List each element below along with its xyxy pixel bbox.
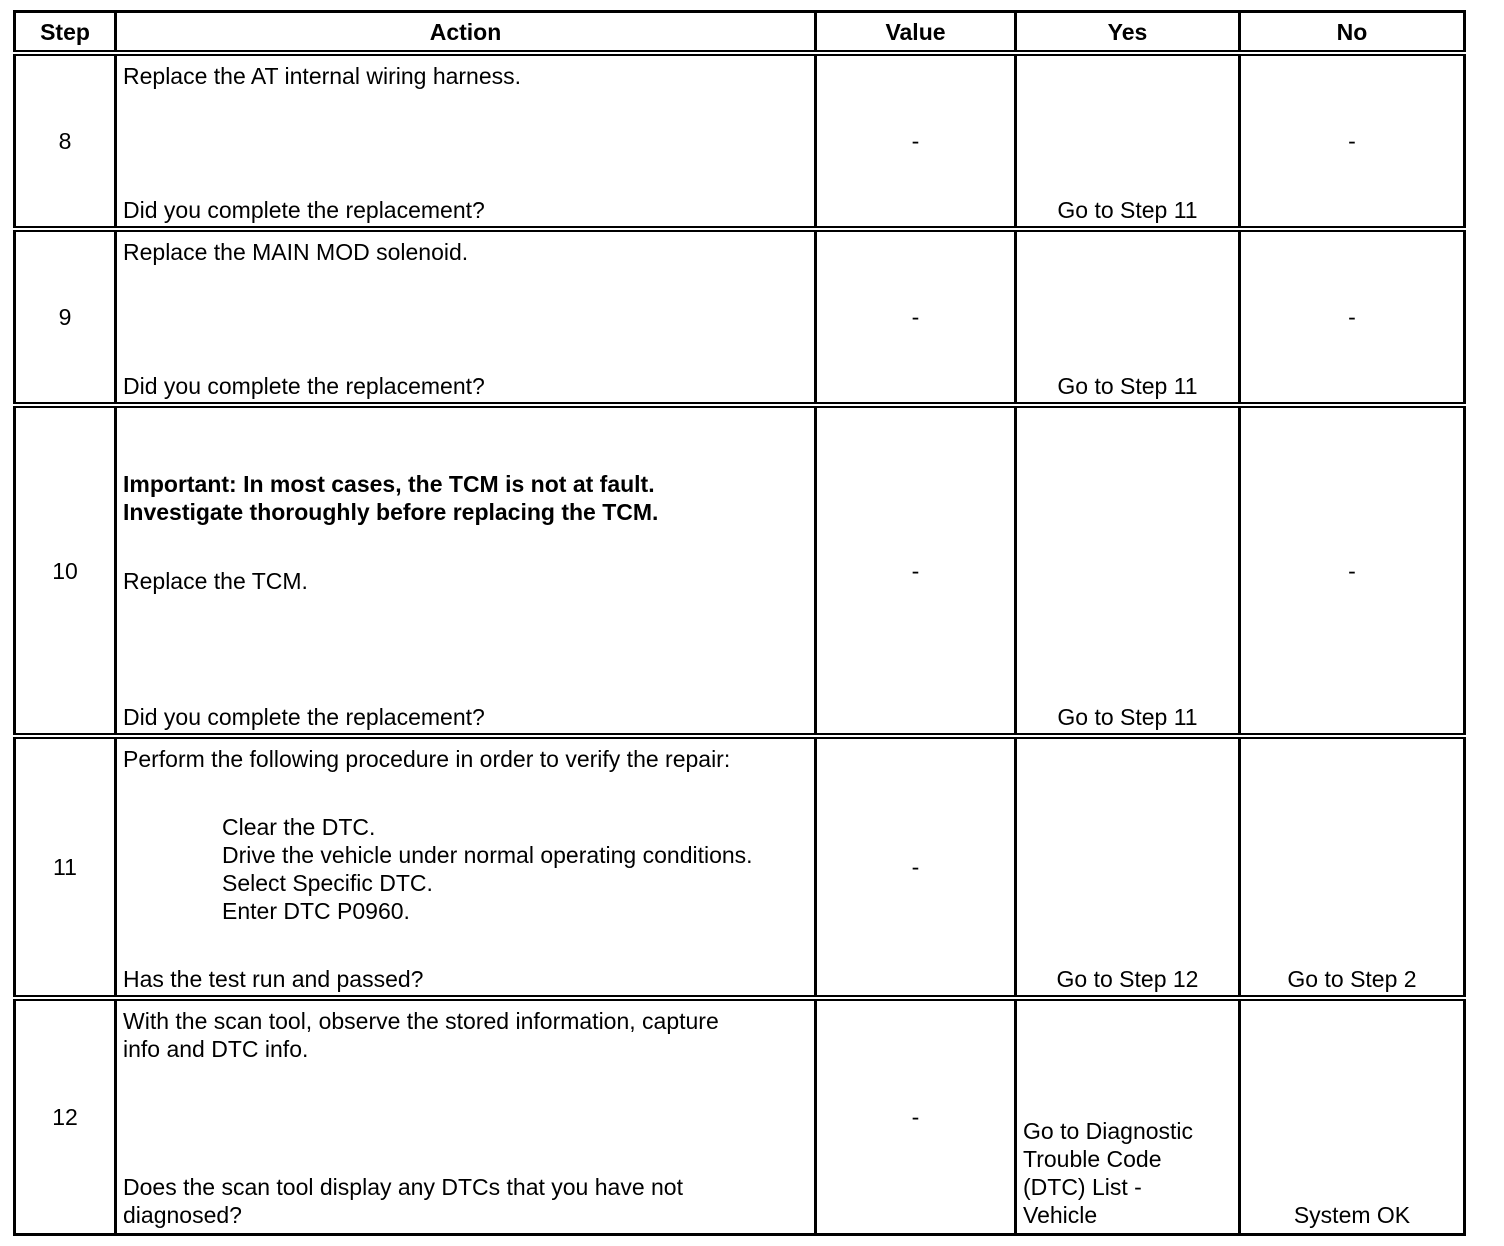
action-instruction: Perform the following procedure in order to verify the repair:	[123, 746, 731, 772]
yes-line: Vehicle	[1023, 1202, 1098, 1228]
yes-cell	[1016, 405, 1240, 736]
no-cell: -	[1240, 405, 1465, 736]
procedure-list	[123, 813, 808, 925]
yes-link[interactable]: Go to Step 11	[1057, 373, 1198, 399]
yes-line: (DTC) List -	[1023, 1174, 1142, 1200]
header-action: Action	[116, 12, 816, 54]
procedure-item: Select Specific DTC.	[222, 870, 433, 896]
yes-cell	[1016, 998, 1240, 1234]
action-question: Did you complete the replacement?	[123, 704, 485, 730]
action-question: Has the test run and passed?	[123, 966, 424, 992]
question-line-2: diagnosed?	[123, 1202, 242, 1228]
value-cell: -	[816, 736, 1016, 998]
important-note	[123, 470, 808, 526]
question-line-1: Does the scan tool display any DTCs that you have not	[123, 1174, 683, 1200]
action-cell	[116, 53, 816, 229]
header-no: No	[1240, 12, 1465, 54]
diagnostic-table	[13, 10, 1466, 1236]
table-row	[15, 998, 1465, 1234]
value-cell: -	[816, 405, 1016, 736]
diagnostic-page	[13, 10, 1463, 1234]
yes-cell	[1016, 229, 1240, 405]
action-instruction: Replace the MAIN MOD solenoid.	[123, 239, 469, 265]
step-number: 8	[15, 53, 116, 229]
action-instruction: Replace the TCM.	[123, 568, 308, 594]
value-cell: -	[816, 998, 1016, 1234]
step-number: 9	[15, 229, 116, 405]
yes-link[interactable]: Go to Step 11	[1057, 197, 1198, 223]
yes-cell	[1016, 736, 1240, 998]
table-row	[15, 736, 1465, 998]
action-question: Did you complete the replacement?	[123, 197, 485, 223]
important-line-1: Important: In most cases, the TCM is not at fault.	[123, 471, 655, 497]
header-yes: Yes	[1016, 12, 1240, 54]
header-value: Value	[816, 12, 1016, 54]
table-row	[15, 229, 1465, 405]
no-cell: -	[1240, 229, 1465, 405]
yes-link[interactable]: Go to Step 11	[1057, 704, 1198, 730]
header-row	[15, 12, 1465, 54]
table-row	[15, 53, 1465, 229]
action-cell	[116, 736, 816, 998]
no-cell: -	[1240, 53, 1465, 229]
action-question	[123, 1173, 808, 1229]
no-cell	[1240, 998, 1465, 1234]
action-line-2: info and DTC info.	[123, 1036, 309, 1062]
procedure-item: Clear the DTC.	[222, 814, 376, 840]
yes-line: Go to Diagnostic	[1023, 1118, 1194, 1144]
table-row	[15, 405, 1465, 736]
procedure-item: Drive the vehicle under normal operating conditions.	[222, 842, 753, 868]
yes-link[interactable]	[1023, 1117, 1232, 1229]
no-result: System OK	[1293, 1202, 1411, 1228]
value-cell: -	[816, 53, 1016, 229]
value-cell: -	[816, 229, 1016, 405]
yes-cell	[1016, 53, 1240, 229]
step-number: 10	[15, 405, 116, 736]
no-cell	[1240, 736, 1465, 998]
action-instruction	[123, 1007, 808, 1063]
action-instruction: Replace the AT internal wiring harness.	[123, 63, 522, 89]
yes-line: Trouble Code	[1023, 1146, 1162, 1172]
no-link[interactable]: Go to Step 2	[1287, 966, 1417, 992]
action-cell	[116, 405, 816, 736]
action-cell	[116, 998, 816, 1234]
action-question: Did you complete the replacement?	[123, 373, 485, 399]
step-number: 12	[15, 998, 116, 1234]
action-line-1: With the scan tool, observe the stored information, capture	[123, 1008, 719, 1034]
header-step: Step	[15, 12, 116, 54]
important-line-2: Investigate thoroughly before replacing the TCM.	[123, 499, 659, 525]
step-number: 11	[15, 736, 116, 998]
procedure-item: Enter DTC P0960.	[222, 898, 410, 924]
yes-link[interactable]: Go to Step 12	[1056, 966, 1199, 992]
action-cell	[116, 229, 816, 405]
